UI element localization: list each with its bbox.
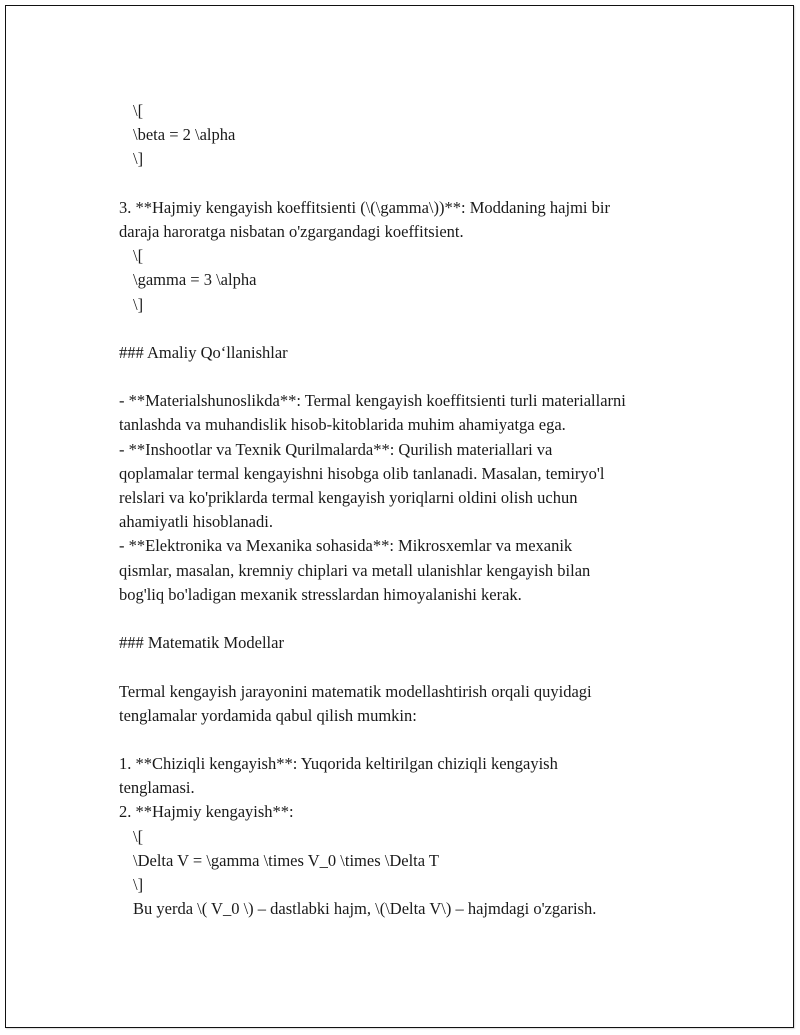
- text-line: Termal kengayish jarayonini matematik modellashtirish orqali quyidagi: [119, 681, 592, 701]
- text-line: daraja haroratga nisbatan o'zgargandagi koeffitsient.: [119, 221, 464, 241]
- text-line: 2. **Hajmiy kengayish**:: [119, 802, 294, 822]
- text-line: tenglamasi.: [119, 778, 195, 798]
- blank-line: [119, 172, 719, 196]
- text-line: bog'liq bo'ladigan mexanik stresslardan himoyalanishi kerak.: [119, 584, 522, 604]
- text-line: \]: [133, 149, 144, 169]
- text-line: - **Inshootlar va Texnik Qurilmalarda**: Qurilish materiallari va: [119, 439, 553, 459]
- text-line: \[: [133, 101, 144, 120]
- text-line: tanlashda va muhandislik hisob-kitoblarida muhim ahamiyatga ega.: [119, 415, 566, 435]
- text-line: ### Matematik Modellar: [119, 633, 284, 653]
- text-line: \Delta V = \gamma \times V_0 \times \Delta T: [133, 850, 439, 870]
- text-line: Bu yerda \( V_0 \) – dastlabki hajm, \(\Delta V\) – hajmdagi o'zgarish.: [133, 899, 597, 919]
- text-line: \gamma = 3 \alpha: [133, 270, 257, 290]
- blank-line: [119, 728, 719, 752]
- text-line: tenglamalar yordamida qabul qilish mumkin:: [119, 705, 417, 725]
- blank-line: [119, 317, 719, 341]
- blank-line: [119, 365, 719, 389]
- blank-line: [119, 655, 719, 679]
- document-page: [5, 5, 794, 1028]
- text-line: ### Amaliy Qo‘llanishlar: [119, 342, 288, 362]
- text-line: \[: [133, 246, 144, 266]
- text-line: \beta = 2 \alpha: [133, 125, 236, 145]
- text-line: relslari va ko'priklarda termal kengayish yoriqlarni oldini olish uchun: [119, 488, 578, 507]
- text-line: \]: [133, 875, 144, 894]
- text-line: - **Materialshunoslikda**: Termal kengayish koeffitsienti turli materiallarni: [119, 391, 626, 411]
- text-line: \]: [133, 294, 144, 314]
- document-body: [119, 99, 719, 921]
- text-line: ahamiyatli hisoblanadi.: [119, 512, 273, 532]
- blank-line: [119, 607, 719, 631]
- text-line: \[: [133, 826, 144, 846]
- text-line: - **Elektronika va Mexanika sohasida**: Mikrosxemlar va mexanik: [119, 536, 573, 556]
- text-line: qoplamalar termal kengayishni hisobga olib tanlanadi. Masalan, temiryo'l: [119, 463, 605, 483]
- text-line: 1. **Chiziqli kengayish**: Yuqorida keltirilgan chiziqli kengayish: [119, 754, 558, 774]
- text-line: 3. **Hajmiy kengayish koeffitsienti (\(\gamma\))**: Moddaning hajmi bir: [119, 197, 610, 217]
- text-line: qismlar, masalan, kremniy chiplari va metall ulanishlar kengayish bilan: [119, 560, 591, 580]
